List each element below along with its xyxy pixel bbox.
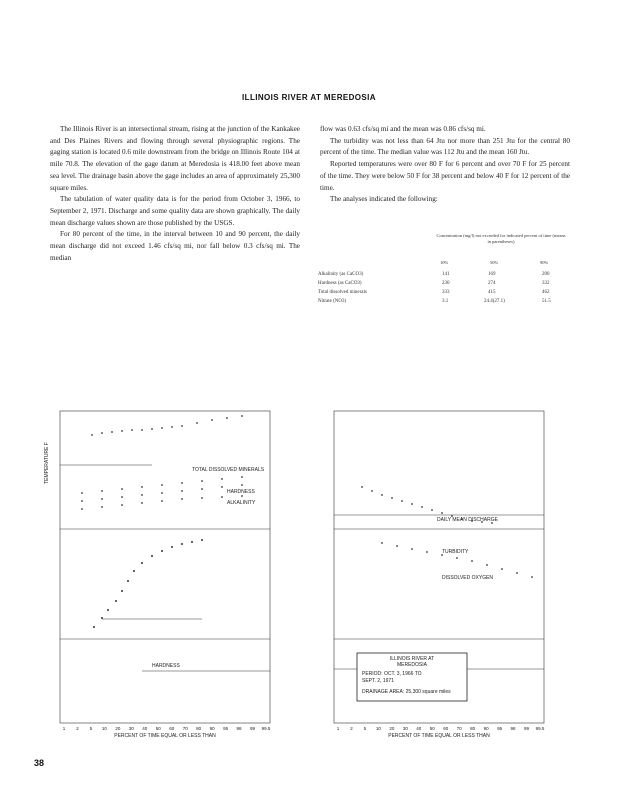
cell: 169 bbox=[488, 272, 496, 277]
left-ylabel: TEMPERATURE F bbox=[44, 442, 50, 484]
x-tick-label: 60 bbox=[443, 726, 449, 731]
alkalinity-label: ALKALINITY bbox=[227, 500, 256, 506]
paragraph: The Illinois River is an intersectional stream, rising at the junction of the Kankakee and Des Plaines Rivers and flowing through several physiographic regions. The gaging station is located 0.6 mile downstream from the bridge on Illinois Route 104 at mile 70.8. The elevation of the gage datum at Meredosia is 418.00 feet above mean sea level. The drainage basin above the gage includes an area of approximately 25,300 square miles. bbox=[50, 125, 300, 192]
x-tick-label: 98 bbox=[510, 726, 516, 731]
header-90: 90% bbox=[540, 260, 549, 265]
row-label: Hardness (as CaCO3) bbox=[318, 281, 362, 286]
x-tick-label: 99.5 bbox=[261, 726, 271, 731]
row-label: Total dissolved minerals bbox=[318, 290, 367, 295]
cell: 200 bbox=[542, 272, 550, 277]
temperature-series bbox=[91, 415, 243, 436]
paragraph: For 80 percent of the time, in the interval between 10 and 90 percent, the daily mean discharge did not exceed 1.46 cfs/sq mi, nor fall below 0.3 cfs/sq mi. The median bbox=[50, 230, 300, 262]
x-tick-label: 40 bbox=[142, 726, 148, 731]
probability-figure bbox=[42, 403, 582, 743]
x-tick-label: 50 bbox=[155, 726, 161, 731]
x-tick-label: 70 bbox=[456, 726, 462, 731]
x-tick-label: 95 bbox=[223, 726, 229, 731]
paragraph: flow was 0.63 cfs/sq mi and the mean was 0.86 cfs/sq mi. bbox=[320, 125, 486, 133]
cell: 3.1 bbox=[442, 299, 449, 304]
discharge-label: DAILY MEAN DISCHARGE bbox=[437, 517, 498, 523]
cell: 462 bbox=[542, 290, 550, 295]
right-column bbox=[320, 124, 570, 206]
x-tick-label: 2 bbox=[350, 726, 353, 731]
turbidity-label: TURBIDITY bbox=[442, 549, 469, 555]
x-tick-label: 1 bbox=[62, 726, 66, 731]
left-chart-frame bbox=[60, 411, 270, 723]
x-tick-label: 40 bbox=[416, 726, 422, 731]
x-tick-label: 5 bbox=[363, 726, 367, 731]
left-mid-series bbox=[93, 539, 203, 628]
cell: 51.5 bbox=[542, 299, 551, 304]
x-tick-label: 70 bbox=[182, 726, 188, 731]
x-tick-label: 2 bbox=[76, 726, 79, 731]
do-label: DISSOLVED OXYGEN bbox=[442, 575, 494, 581]
minerals-label: TOTAL DISSOLVED MINERALS bbox=[192, 467, 265, 473]
left-bottom-label: HARDNESS bbox=[152, 663, 180, 669]
x-tick-label: 95 bbox=[497, 726, 503, 731]
x-tick-label: 90 bbox=[483, 726, 489, 731]
cell: 141 bbox=[442, 272, 450, 277]
x-tick-label: 80 bbox=[196, 726, 202, 731]
x-tick-label: 80 bbox=[470, 726, 476, 731]
paragraph: The turbidity was not less than 64 Jtu nor more than 251 Jtu for the central 80 percent of the time. The median value was 112 Jtu and the mean 160 Jtu. bbox=[320, 136, 570, 157]
page-number: 38 bbox=[34, 758, 45, 768]
x-ticks-right bbox=[337, 726, 545, 731]
page-title: ILLINOIS RIVER AT MEREDOSIA bbox=[242, 93, 376, 102]
turbidity-series bbox=[381, 542, 533, 578]
x-tick-label: 98 bbox=[236, 726, 242, 731]
cell: 24.4(27.1) bbox=[484, 299, 505, 304]
header-10: 10% bbox=[440, 260, 449, 265]
cell: 230 bbox=[442, 281, 450, 286]
legend-station: ILLINOIS RIVER AT bbox=[389, 656, 435, 662]
x-ticks-left bbox=[63, 726, 271, 731]
left-xlabel: PERCENT OF TIME EQUAL OR LESS THAN bbox=[114, 733, 216, 739]
x-tick-label: 1 bbox=[336, 726, 340, 731]
x-tick-label: 99 bbox=[250, 726, 256, 731]
header-50: 50% bbox=[490, 260, 499, 265]
x-tick-label: 90 bbox=[209, 726, 215, 731]
table-header-note: Concentration (mg/l) not exceeded for indicated percent of time (means in parentheses) bbox=[436, 233, 566, 244]
x-tick-label: 30 bbox=[128, 726, 134, 731]
x-tick-label: 20 bbox=[115, 726, 121, 731]
mineral-series bbox=[81, 476, 243, 510]
row-label: Nitrate (NO3) bbox=[318, 299, 347, 304]
paragraph: The analyses indicated the following: bbox=[330, 195, 438, 204]
legend-place: MEREDOSIA bbox=[396, 662, 428, 668]
cell: 415 bbox=[488, 290, 496, 295]
legend-area: DRAINAGE AREA: 25,300 square miles bbox=[362, 689, 451, 695]
right-xlabel: PERCENT OF TIME EQUAL OR LESS THAN bbox=[388, 733, 490, 739]
hardness-label: HARDNESS bbox=[227, 489, 255, 495]
legend-period2: SEPT. 2, 1971 bbox=[362, 678, 394, 684]
x-tick-label: 60 bbox=[169, 726, 175, 731]
cell: 274 bbox=[488, 281, 496, 286]
x-tick-label: 10 bbox=[101, 726, 107, 731]
x-tick-label: 30 bbox=[402, 726, 408, 731]
cell: 333 bbox=[442, 290, 450, 295]
cell: 332 bbox=[542, 281, 550, 286]
paragraph: The tabulation of water quality data is for the period from October 3, 1966, to September 2, 1971. Discharge and some quality data are shown graphically. The daily mean discharge values shown are those published by the USGS. bbox=[50, 195, 300, 227]
x-tick-label: 10 bbox=[375, 726, 381, 731]
legend-period: PERIOD: OCT. 3, 1966 TO bbox=[362, 671, 422, 677]
left-column bbox=[50, 124, 300, 264]
x-tick-label: 99 bbox=[524, 726, 530, 731]
x-tick-label: 50 bbox=[429, 726, 435, 731]
row-label: Alkalinity (as CaCO3) bbox=[318, 272, 364, 277]
x-tick-label: 20 bbox=[389, 726, 395, 731]
paragraph: Reported temperatures were over 80 F for 6 percent and over 70 F for 25 percent of the time. They were below 50 F for 38 percent and below 40 F for 12 percent of the time. bbox=[320, 160, 570, 192]
x-tick-label: 5 bbox=[89, 726, 93, 731]
x-tick-label: 99.5 bbox=[535, 726, 545, 731]
